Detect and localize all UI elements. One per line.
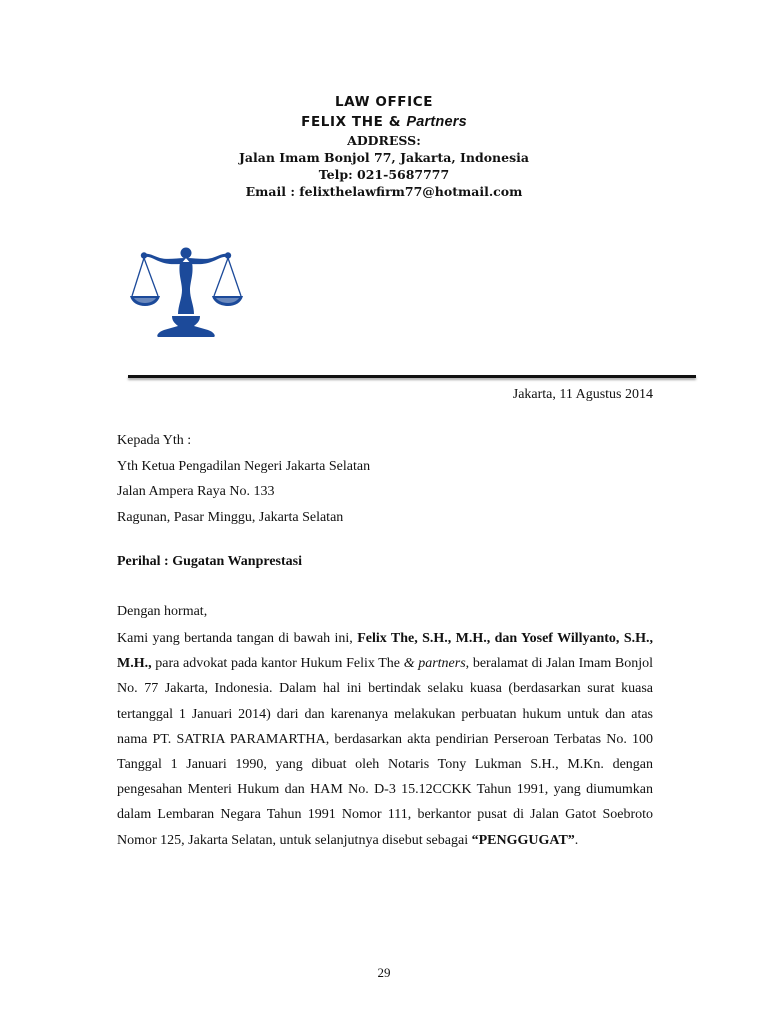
body-text-part: para advokat pada kantor Hukum Felix The [155,656,401,672]
recipient-line: Jalan Ampera Raya No. 133 [117,484,275,499]
firm-name-main: FELIX THE & [301,114,402,130]
address-line: Jalan Imam Bonjol 77, Jakarta, Indonesia [239,150,529,165]
scales-of-justice-icon [128,244,244,338]
page-number: 29 [377,965,391,980]
letterhead [0,92,768,200]
body-text-part: Kami yang bertanda tangan di bawah ini, [117,631,353,646]
recipient-line: Kepada Yth : [117,433,192,448]
body-text-part: . [574,832,579,848]
body-text-part: , beralamat di Jalan Imam Bonjol No. 77 Jakarta, Indonesia. Dalam hal ini bertindak selaku kuasa (berdasarkan surat kuasa tertanggal 1 Januari 2014) dari dan karenanya melakukan perbuatan hukum untuk dan atas nama PT. SATRIA PARAMARTHA, berdasarkan akta pendirian Perseroan Terbatas No. 100 Tanggal 1 Januari 1990, yang dibuat oleh Notaris Tony Lukman S.H., M.Kn. dengan pengesahan Menteri Hukum dan HAM No. D-3 15.12CCKK Tahun 1991, yang diumumkan dalam Lembaran Negara Tahun 1991 Nomor 111, berkantor pusat di Jalan Gatot Soebroto Nomor 125, Jakarta Selatan, untuk selanjutnya disebut sebagai [117,656,654,848]
phone-line: Telp: 021-5687777 [318,167,450,182]
letter-subject: Perihal : Gugatan Wanprestasi [117,554,303,569]
letterhead-divider [128,375,696,378]
defined-term-penggugat: “PENGGUGAT” [471,832,575,848]
recipient-line: Yth Ketua Pengadilan Negeri Jakarta Selatan [117,458,371,474]
recipient-block [117,428,653,530]
recipient-line: Ragunan, Pasar Minggu, Jakarta Selatan [117,509,344,525]
firm-name [0,112,768,132]
firm-partners-italic: & partners [403,656,466,672]
letter-body-paragraph [117,626,653,853]
advocate-names: Felix The, S.H., M.H., dan Yosef Willyanto, S.H., M.H., [117,631,653,672]
letter-date: Jakarta, 11 Agustus 2014 [512,387,653,402]
letter-greeting: Dengan hormat, [117,604,208,619]
firm-name-partners: Partners [406,114,467,130]
address-label: ADDRESS: [347,133,421,148]
email-line: Email : felixthelawfirm77@hotmail.com [245,184,523,199]
office-title: LAW OFFICE [334,94,434,110]
